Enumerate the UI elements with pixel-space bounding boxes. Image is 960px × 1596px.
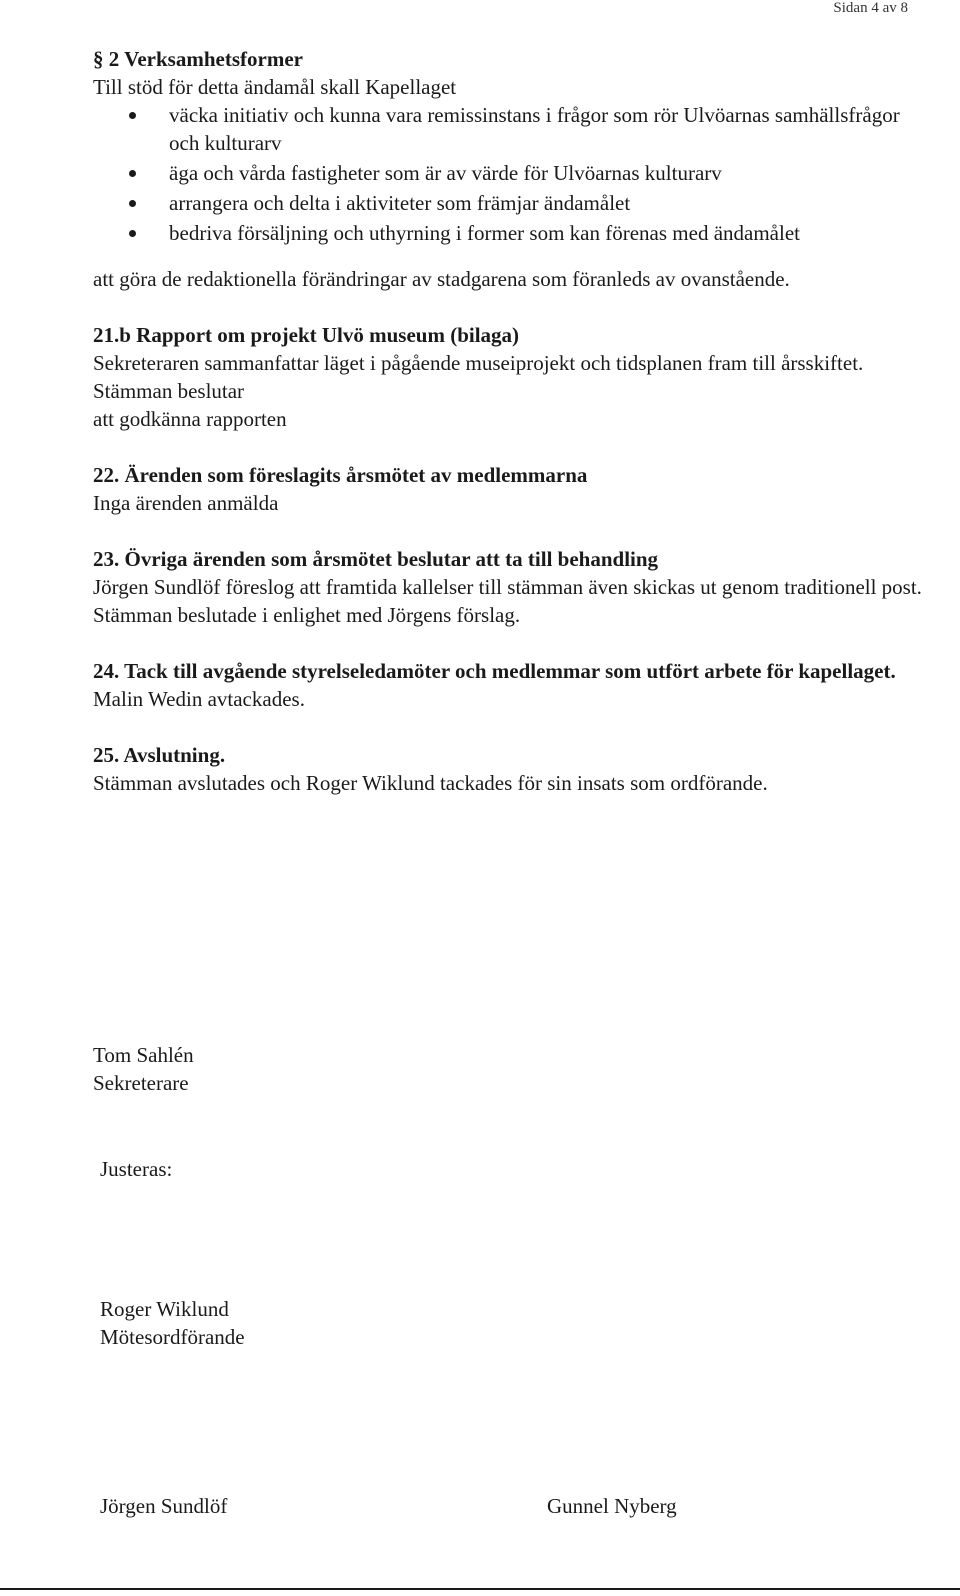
item-23-decision: Stämman beslutade i enlighet med Jörgens förslag. — [93, 603, 521, 627]
bullet-icon — [129, 230, 136, 237]
secretary-role: Sekreterare — [93, 1071, 189, 1095]
item-23-text: Jörgen Sundlöf föreslog att framtida kallelser till stämman även skickas ut genom traditionell post. — [93, 575, 922, 599]
secretary-signature — [93, 1041, 194, 1097]
document-body — [93, 45, 923, 797]
chair-role: Mötesordförande — [100, 1325, 245, 1349]
section-heading: § 2 Verksamhetsformer — [93, 47, 303, 71]
item-24-text: Malin Wedin avtackades. — [93, 687, 305, 711]
list-item: väcka initiativ och kunna vara remissinstans i frågor som rör Ulvöarnas samhällsfrågor och kulturarv — [93, 101, 923, 157]
item-21b-resolution: att godkänna rapporten — [93, 407, 287, 431]
purpose-list — [93, 101, 923, 247]
item-25-text: Stämman avslutades och Roger Wiklund tackades för sin insats som ordförande. — [93, 771, 768, 795]
chair-name: Roger Wiklund — [100, 1297, 229, 1321]
item-21b-heading: 21.b Rapport om projekt Ulvö museum (bilaga) — [93, 323, 520, 347]
secretary-name: Tom Sahlén — [93, 1043, 194, 1067]
item-21b-decision: Stämman beslutar — [93, 379, 245, 403]
item-22-text: Inga ärenden anmälda — [93, 491, 279, 515]
bullet-icon — [129, 200, 136, 207]
list-item: bedriva försäljning och uthyrning i former som kan förenas med ändamålet — [93, 219, 923, 247]
adjuster-2: Gunnel Nyberg — [547, 1494, 677, 1518]
section-closing: att göra de redaktionella förändringar av stadgarena som föranleds av ovanstående. — [93, 267, 790, 291]
list-item: arrangera och delta i aktiviteter som främjar ändamålet — [93, 189, 923, 217]
justeras-label: Justeras: — [100, 1157, 173, 1181]
section-intro: Till stöd för detta ändamål skall Kapellaget — [93, 75, 457, 99]
bullet-icon — [129, 170, 136, 177]
item-25-heading: 25. Avslutning. — [93, 743, 226, 767]
list-item: äga och vårda fastigheter som är av värde för Ulvöarnas kulturarv — [93, 159, 923, 187]
item-21b-text: Sekreteraren sammanfattar läget i pågående museiprojekt och tidsplanen fram till årsskiftet. — [93, 351, 864, 375]
item-22-heading: 22. Ärenden som föreslagits årsmötet av medlemmarna — [93, 463, 588, 487]
page-number: Sidan 4 av 8 — [833, 0, 908, 16]
item-24-heading: 24. Tack till avgående styrelseledamöter och medlemmar som utfört arbete för kapellaget. — [93, 659, 896, 683]
bullet-icon — [129, 112, 136, 119]
footer-rule — [0, 1588, 960, 1590]
item-23-heading: 23. Övriga ärenden som årsmötet beslutar att ta till behandling — [93, 547, 659, 571]
adjuster-1: Jörgen Sundlöf — [100, 1494, 228, 1518]
chair-signature — [100, 1295, 245, 1351]
